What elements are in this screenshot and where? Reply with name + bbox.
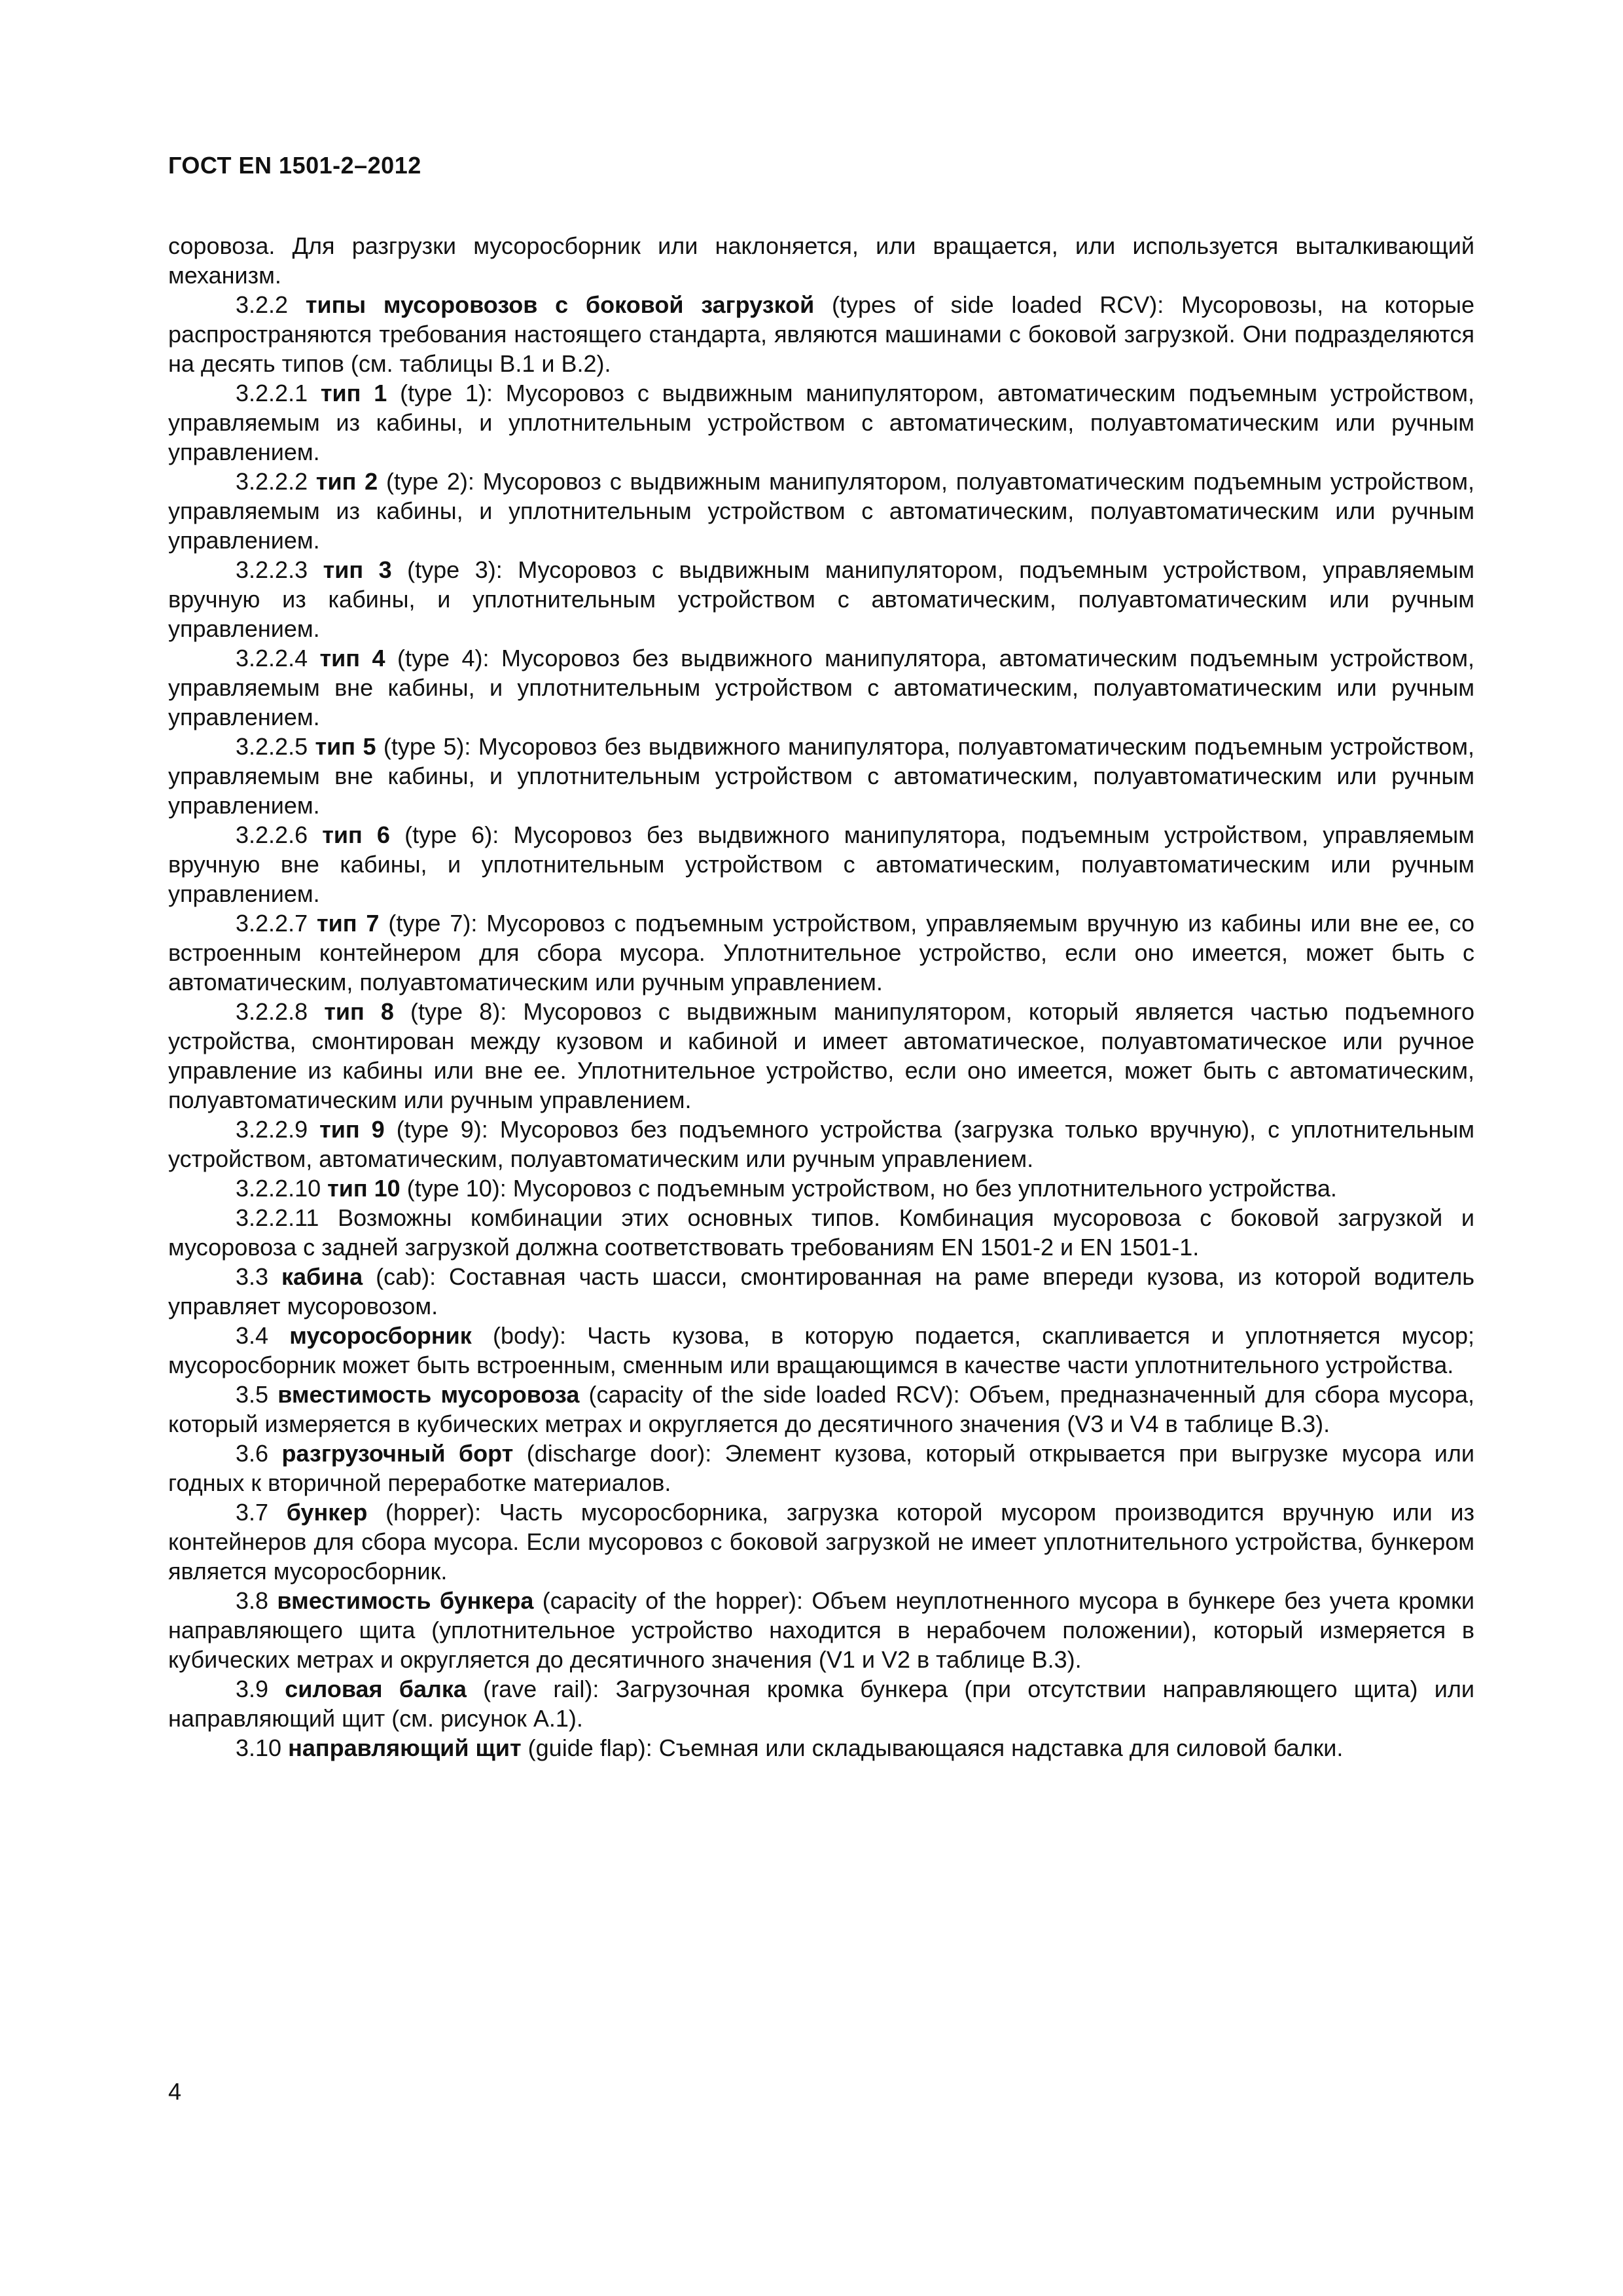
paragraph-3-9	[168, 1674, 1474, 1733]
clause-text: (guide flap): Съемная или складывающаяся надставка для силовой балки.	[521, 1734, 1344, 1761]
clause-number: 3.6	[236, 1440, 282, 1467]
clause-text: Возможны комбинации этих основных типов. Комбинация мусоровоза с боковой загрузкой и мусоровоза с задней загрузкой должна соответствовать требованиям EN 1501-2 и EN 1501-1.	[168, 1204, 1474, 1261]
clause-number: 3.2.2.11	[236, 1204, 338, 1231]
paragraph-3-7	[168, 1498, 1474, 1586]
paragraph-3-10	[168, 1733, 1474, 1763]
clause-text: (type 2): Мусоровоз с выдвижным манипулятором, полуавтоматическим подъемным устройством, управляемым из кабины, и уплотнительным устройством с автоматическим, полуавтоматическим или ручным управлением.	[168, 468, 1475, 554]
term: тип 4	[319, 645, 385, 672]
paragraph-3-2-2-2	[168, 467, 1474, 555]
clause-number: 3.2.2.9	[236, 1116, 320, 1143]
term: мусоросборник	[289, 1322, 472, 1349]
paragraph-3-2-2-11	[168, 1203, 1474, 1262]
clause-number: 3.2.2.3	[236, 556, 323, 583]
clause-text: (type 6): Мусоровоз без выдвижного манипулятора, подъемным устройством, управляемым вручную вне кабины, и уплотнительным устройством с автоматическим, полуавтоматическим или ручным управлением.	[168, 821, 1475, 907]
clause-text: (capacity of the hopper): Объем неуплотненного мусора в бункере без учета кромки направляющего щита (уплотнительное устройство находится в нерабочем положении), который измеряется в кубических метрах и округляется до десятичного значения (V1 и V2 в таблице B.3).	[168, 1587, 1475, 1673]
term: бункер	[286, 1499, 368, 1526]
paragraph-3-2-2-9	[168, 1115, 1474, 1174]
paragraph-3-2-2-10	[168, 1174, 1474, 1203]
clause-number: 3.4	[236, 1322, 290, 1349]
document-body	[168, 231, 1474, 1763]
term: тип 6	[322, 821, 390, 848]
clause-text: (type 3): Мусоровоз с выдвижным манипулятором, подъемным устройством, управляемым вручную из кабины, и уплотнительным устройством с автоматическим, полуавтоматическим или ручным управлением.	[168, 556, 1474, 642]
clause-text: (type 5): Мусоровоз без выдвижного манипулятора, полуавтоматическим подъемным устройством, управляемым вне кабины, и уплотнительным устройством с автоматическим, полуавтоматическим или ручным управлением.	[168, 733, 1475, 819]
clause-number: 3.2.2.8	[236, 998, 325, 1025]
term: тип 3	[323, 556, 392, 583]
clause-number: 3.2.2.7	[236, 910, 317, 937]
paragraph-3-6	[168, 1439, 1474, 1498]
paragraph-3-2-2-7	[168, 908, 1474, 997]
paragraph-3-2-2-1	[168, 378, 1474, 467]
clause-text: (capacity of the side loaded RCV): Объем, предназначенный для сбора мусора, который измеряется в кубических метрах и округляется до десятичного значения (V3 и V4 в таблице B.3).	[168, 1381, 1474, 1437]
term: тип 9	[319, 1116, 385, 1143]
term: тип 5	[315, 733, 376, 760]
clause-text: (hopper): Часть мусоросборника, загрузка которой мусором производится вручную или из контейнеров для сбора мусора. Если мусоровоз с боковой загрузкой не имеет уплотнительного устройства, бункером является мусоросборник.	[168, 1499, 1475, 1585]
paragraph-3-2-2-6	[168, 820, 1474, 908]
clause-text: (type 10): Мусоровоз с подъемным устройством, но без уплотнительного устройства.	[400, 1175, 1337, 1202]
term: направляющий щит	[288, 1734, 522, 1761]
clause-number: 3.7	[236, 1499, 287, 1526]
term: вместимость мусоровоза	[277, 1381, 580, 1408]
clause-number: 3.2.2	[236, 291, 306, 318]
clause-number: 3.2.2.1	[236, 380, 321, 406]
paragraph-3-5	[168, 1380, 1474, 1439]
clause-text: (type 9): Мусоровоз без подъемного устройства (загрузка только вручную), с уплотнительным устройством, автоматическим, полуавтоматическим или ручным управлением.	[168, 1116, 1474, 1172]
clause-number: 3.2.2.10	[236, 1175, 328, 1202]
clause-number: 3.2.2.2	[236, 468, 316, 495]
document-code-header: ГОСТ EN 1501-2–2012	[168, 152, 421, 179]
clause-text: (type 7): Мусоровоз с подъемным устройством, управляемым вручную из кабины или вне ее, со встроенным контейнером для сбора мусора. Уплотнительное устройство, если оно имеется, может быть с автоматическим, полуавтоматическим или ручным управлением.	[168, 910, 1475, 996]
clause-text: (types of side loaded RCV): Мусоровозы, на которые распространяются требования настоящего стандарта, являются машинами с боковой загрузкой. Они подразделяются на десять типов (см. таблицы B.1 и B.2).	[168, 291, 1474, 377]
term: тип 2	[315, 468, 378, 495]
paragraph-3-4	[168, 1321, 1474, 1380]
paragraph-3-2-2-8	[168, 997, 1474, 1115]
term: тип 1	[320, 380, 387, 406]
clause-text: (rave rail): Загрузочная кромка бункера (при отсутствии направляющего щита) или направляющий щит (см. рисунок А.1).	[168, 1676, 1475, 1732]
clause-text: (discharge door): Элемент кузова, который открывается при выгрузке мусора или годных к вторичной переработке материалов.	[168, 1440, 1474, 1496]
clause-number: 3.2.2.5	[236, 733, 315, 760]
clause-number: 3.3	[236, 1263, 281, 1290]
paragraph-3-3	[168, 1262, 1474, 1321]
clause-text: (type 8): Мусоровоз с выдвижным манипулятором, который является частью подъемного устройства, смонтирован между кузовом и кабиной и имеет автоматическое, полуавтоматическое или ручное управление из кабины или вне ее. Уплотнительное устройство, если оно имеется, может быть с автоматическим, полуавтоматическим или ручным управлением.	[168, 998, 1475, 1113]
clause-text: (cab): Составная часть шасси, смонтированная на раме впереди кузова, из которой водитель управляет мусоровозом.	[168, 1263, 1475, 1319]
term: тип 10	[327, 1175, 401, 1202]
clause-number: 3.9	[236, 1676, 285, 1702]
term: разгрузочный борт	[281, 1440, 514, 1467]
term: тип 7	[317, 910, 380, 937]
term: кабина	[281, 1263, 363, 1290]
paragraph-3-2-2-4	[168, 643, 1474, 732]
term: типы мусоровозов с боковой загрузкой	[305, 291, 815, 318]
paragraph-3-2-2-3	[168, 555, 1474, 643]
term: вместимость бункера	[277, 1587, 534, 1614]
clause-text: (type 1): Мусоровоз с выдвижным манипулятором, автоматическим подъемным устройством, управляемым из кабины, и уплотнительным устройством с автоматическим, полуавтоматическим или ручным управлением.	[168, 380, 1475, 465]
paragraph-3-2-2	[168, 290, 1474, 378]
page-number: 4	[168, 2078, 182, 2105]
term: силовая балка	[285, 1676, 467, 1702]
paragraph-3-8	[168, 1586, 1474, 1674]
clause-number: 3.2.2.6	[236, 821, 323, 848]
clause-text: (type 4): Мусоровоз без выдвижного манипулятора, автоматическим подъемным устройством, управляемым вне кабины, и уплотнительным устройством с автоматическим, полуавтоматическим или ручным управлением.	[168, 645, 1474, 730]
clause-number: 3.8	[236, 1587, 277, 1614]
clause-number: 3.10	[236, 1734, 289, 1761]
clause-number: 3.2.2.4	[236, 645, 320, 672]
clause-number: 3.5	[236, 1381, 278, 1408]
paragraph-3-2-2-5	[168, 732, 1474, 820]
clause-text: (body): Часть кузова, в которую подается, скапливается и уплотняется мусор; мусоросборник может быть встроенным, сменным или вращающимся в качестве части уплотнительного устройства.	[168, 1322, 1475, 1378]
intro-paragraph: соровоза. Для разгрузки мусоросборник или наклоняется, или вращается, или используется выталкивающий механизм.	[168, 232, 1474, 289]
term: тип 8	[324, 998, 394, 1025]
